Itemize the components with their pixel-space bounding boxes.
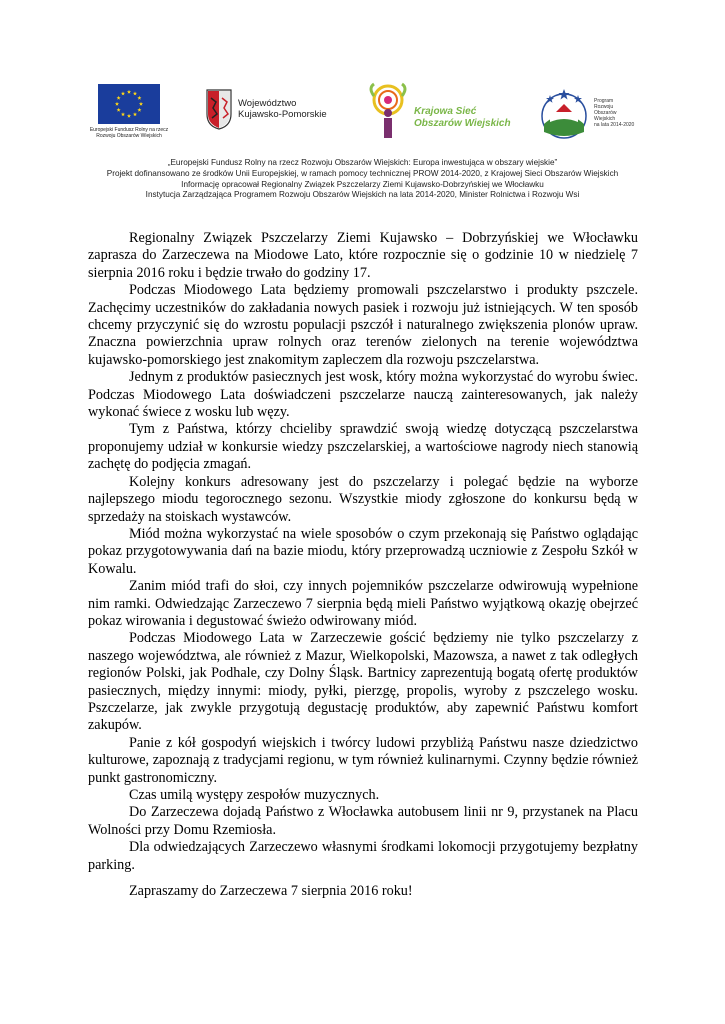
paragraph: Tym z Państwa, którzy chcieliby sprawdzić swoją wiedzę dotyczącą pszczelarstwa proponujemy udział w konkursie wiedzy pszczelarskiej, a wartościowe nagrody niech stanowią zachętę do podjęcia zmagań.: [88, 421, 638, 473]
eu-flag-icon: [98, 84, 160, 124]
funding-info: [0, 158, 725, 201]
prow-line5: na lata 2014-2020: [594, 122, 635, 128]
ksow-flower-icon: [364, 82, 412, 142]
paragraph: Podczas Miodowego Lata będziemy promowali pszczelarstwo i produkty pszczele. Zachęcimy uczestników do zakładania nowych pasiek i rozwoju już istniejących. W ten sposób chcemy przyczynić się do wzrostu populacji pszczół i naturalnego zwiększenia plonów upraw. Znaczna powierzchnia upraw rolnych oraz terenów zielonych na terenie województwa kujawsko-pomorskiego jest znakomitym zapleczem dla rozwoju pszczelarstwa.: [88, 282, 638, 368]
ksow-logo: [364, 82, 524, 142]
paragraph: Regionalny Związek Pszczelarzy Ziemi Kujawsko – Dobrzyńskiej we Włocławku zaprasza do Zarzeczewa na Miodowe Lato, które rozpocznie się o godzinie 10 w niedzielę 7 sierpnia 2016 roku i będzie trwało do godziny 17.: [88, 230, 638, 281]
paragraph: Miód można wykorzystać na wiele sposobów o czym przekonają się Państwo oglądając pokaz przygotowywania dań na bazie miodu, który przeprowadzą uczniowie z Zespołu Szkół w Kowalu.: [88, 525, 638, 577]
prow-line3: Obszarów: [594, 110, 617, 116]
paragraph: Zanim miód trafi do słoi, czy innych pojemników pszczelarze odwirowują wypełnione nim ramki. Odwiedzając Zarzeczewo 7 sierpnia będą mieli Państwo wyjątkową okazję obejrzeć pokaz wirowania i degustować świeżo odwirowany miód.: [88, 578, 638, 629]
paragraph: Jednym z produktów pasiecznych jest wosk, który można wykorzystać do wyrobu świec. Podczas Miodowego Lata doświadczeni pszczelarze nauczą zainteresowanych, jak należy wykonać świece z wosku lub węzy.: [88, 369, 638, 421]
paragraph: Dla odwiedzających Zarzeczewo własnymi środkami lokomocji przygotujemy bezpłatny parking.: [88, 839, 638, 873]
coat-of-arms-icon: [205, 88, 233, 130]
funding-info-line: „Europejski Fundusz Rolny na rzecz Rozwoju Obszarów Wiejskich: Europa inwestująca w obszary wiejskie”: [167, 158, 558, 167]
paragraph: Do Zarzeczewa dojadą Państwo z Włocławka autobusem linii nr 9, przystanek na Placu Wolności przy Domu Rzemiosła.: [88, 804, 638, 838]
ksow-line1: Krajowa Sieć: [414, 106, 477, 117]
ksow-name: [414, 106, 511, 130]
paragraph: Kolejny konkurs adresowany jest do pszczelarzy i polegać będzie na wyborze najlepszego miodu tegorocznego sezonu. Wszystkie miody zgłoszone do konkursu będą w sprzedaży na stoiskach wystawców.: [88, 473, 638, 525]
logo-bar: [0, 76, 725, 156]
prow-line1: Program: [594, 98, 614, 104]
eu-logo-caption: Europejski Fundusz Rolny na rzecz Rozwoju Obszarów Wiejskich: [89, 127, 169, 139]
paragraph: Panie z kół gospodyń wiejskich i twórcy ludowi przybliżą Państwu nasze dziedzictwo kulturowe, zapoznają z tradycjami regionu, w tym również kulinarnymi. Czynny będzie również punkt gastronomiczny.: [88, 734, 638, 786]
kujawsko-pomorskie-name: [238, 98, 327, 120]
prow-name: [594, 98, 634, 128]
prow-logo: [536, 86, 656, 142]
closing-paragraph: Zapraszamy do Zarzeczewa 7 sierpnia 2016 roku!: [129, 883, 413, 900]
kujawsko-pomorskie-logo: [205, 88, 345, 134]
ksow-line2: Obszarów Wiejskich: [414, 118, 511, 129]
letter-body: [88, 230, 638, 900]
prow-emblem-icon: [536, 86, 592, 142]
prow-line4: Wiejskich: [594, 116, 616, 122]
funding-info-line: Instytucja Zarządzająca Programem Rozwoju Obszarów Wiejskich na lata 2014-2020, Minister Rolnictwa i Rozwoju Wsi: [145, 190, 580, 200]
funding-info-line: Informację opracował Regionalny Związek Pszczelarzy Ziemi Kujawsko-Dobrzyńskiej we Włocławku: [181, 179, 544, 189]
paragraph: Podczas Miodowego Lata w Zarzeczewie gościć będziemy nie tylko pszczelarzy z naszego województwa, ale również z Mazur, Wielkopolski, Mazowsza, a nawet z tak odległych regionów Polski, jak Podhale, czy Dolny Śląsk. Bartnicy zaprezentują bogatą ofertę produktów pasiecznych, między innymi: miody, pyłki, pierzgę, propolis, wyroby z pszczelego wosku. Pszczelarze, jak zwykle przygotują degustację produktów, aby zapewnić Państwu komfort zakupów.: [88, 630, 638, 734]
prow-line2: Rozwoju: [594, 104, 614, 110]
paragraph: Czas umilą występy zespołów muzycznych.: [129, 787, 380, 803]
kp-line2: Kujawsko-Pomorskie: [238, 109, 327, 120]
kp-line1: Województwo: [238, 98, 297, 109]
funding-info-line: Projekt dofinansowano ze środków Unii Europejskiej, w ramach pomocy technicznej PROW 2014-2020, z Krajowej Sieci Obszarów Wiejskich: [106, 168, 619, 178]
eu-logo: [86, 84, 172, 139]
